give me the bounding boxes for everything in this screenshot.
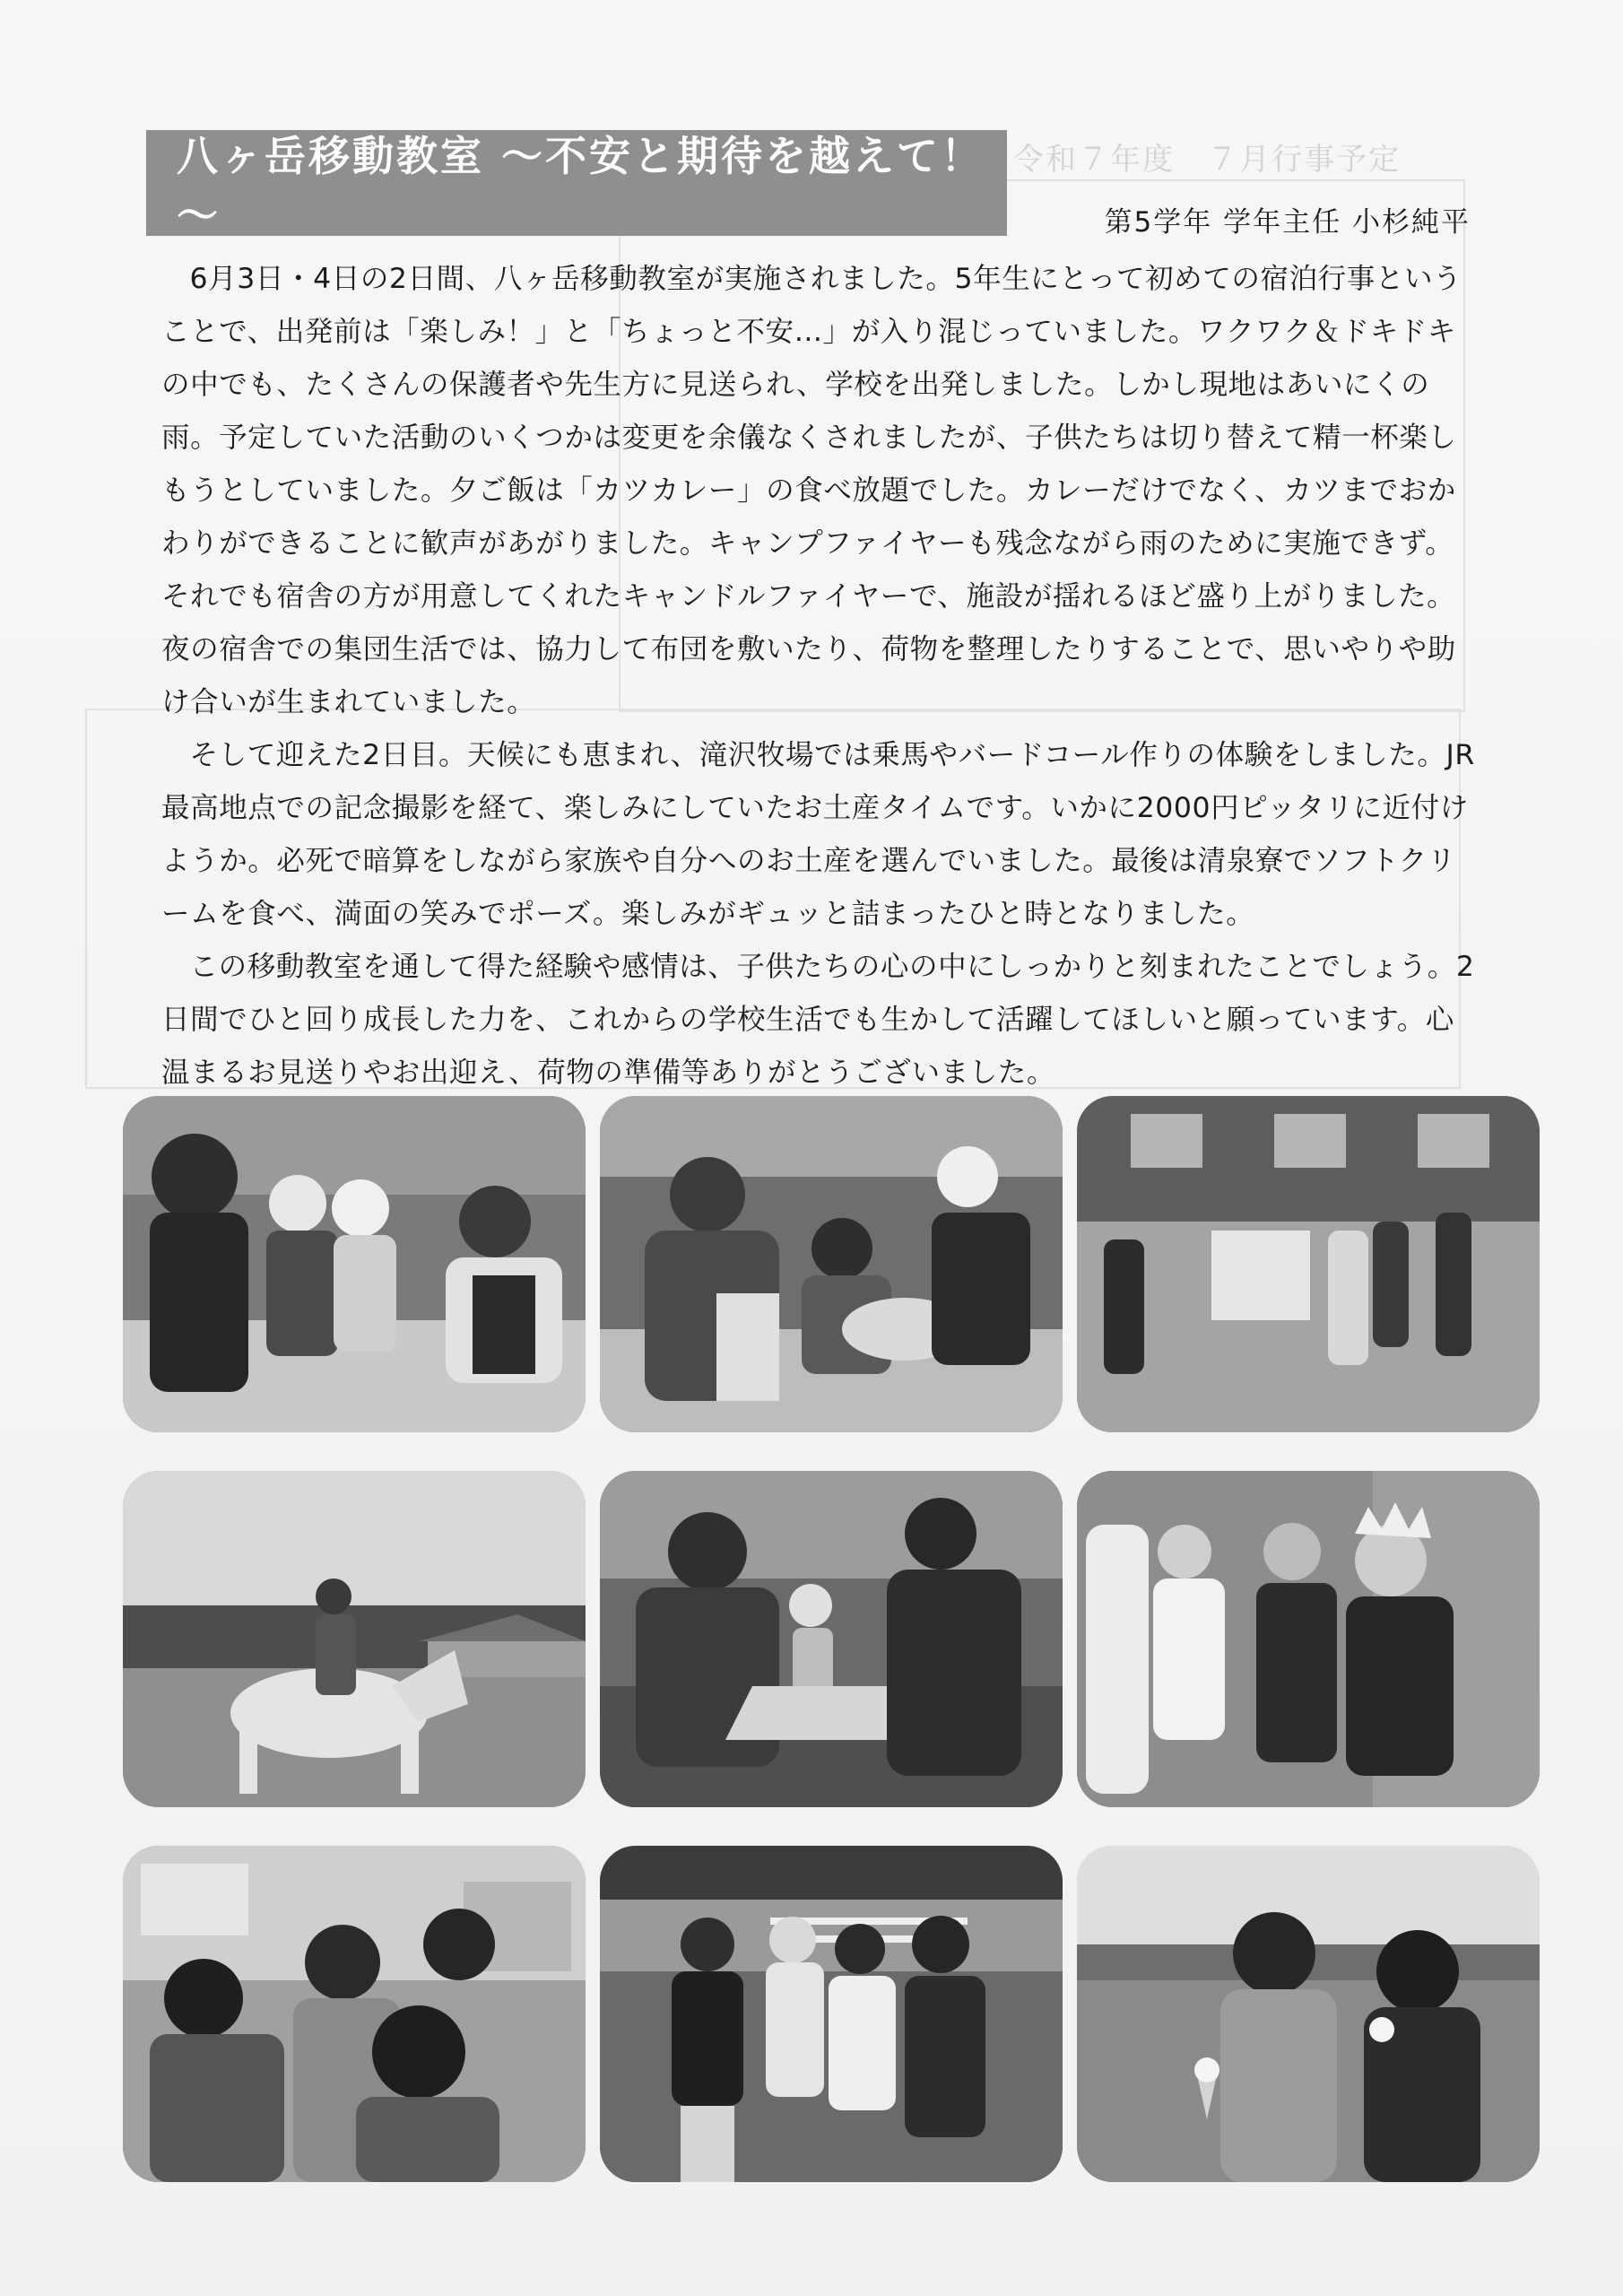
souvenir-shop-photo <box>123 1846 586 2182</box>
horse-riding-photo <box>123 1471 586 1807</box>
body-paragraph-1: 6月3日・4日の2日間、八ヶ岳移動教室が実施されました。5年生にとって初めての宿泊行事ということで、出発前は「楽しみ！」と「ちょっと不安…」が入り混じっていました。ワクワク＆ドキドキの中でも、たくさんの保護者や先生方に見送られ、学校を出発しました。しかし現地はあいにくの雨。予定していた活動のいくつかは変更を余儀なくされましたが、子供たちは切り替えて精一杯楽しもうとしていました。夕ご飯は「カツカレー」の食べ放題でした。カレーだけでなく、カツまでおかわりができることに歓声があがりました。キャンプファイヤーも残念ながら雨のために実施できず。それでも宿舎の方が用意してくれたキャンドルファイヤーで、施設が揺れるほど盛り上がりました。夜の宿舎での集団生活では、協力して布団を敷いたり、荷物を整理したりすることで、思いやりや助け合いが生まれていました。 <box>161 263 1462 718</box>
costume-crowns-photo <box>1077 1471 1540 1807</box>
body-paragraph-2: そして迎えた2日目。天候にも恵まれ、滝沢牧場では乗馬やバードコール作りの体験をしました。JR最高地点での記念撮影を経て、楽しみにしていたお土産タイムです。いかに2000円ピッタリに近付けようか。必死で暗算をしながら家族や自分へのお土産を選んでいました。最後は清泉寮でソフトクリームを食べ、満面の笑みでポーズ。楽しみがギュッと詰まったひと時となりました。 <box>161 739 1475 930</box>
soft-cream-field-photo <box>600 1846 1063 2182</box>
bleed-through-text: 令和７年度 ７月行事予定 <box>1013 142 1401 178</box>
hall-candle-fire-photo <box>1077 1096 1540 1432</box>
article-author: 第5学年 学年主任 小杉純平 <box>1104 206 1471 239</box>
photo-grid <box>123 1096 1540 2192</box>
cooking-kneading-photo <box>600 1096 1063 1432</box>
soft-cream-closeup-photo <box>1077 1846 1540 2182</box>
body-paragraph-3: この移動教室を通して得た経験や感情は、子供たちの心の中にしっかりと刻まれたことでしょう。2日間でひと回り成長した力を、これからの学校生活でも生かして活躍してほしいと願っています。心温まるお見送りやお出迎え、荷物の準備等ありがとうございました。 <box>161 951 1475 1089</box>
bird-call-workshop-photo <box>600 1471 1063 1807</box>
article-title: 八ヶ岳移動教室 ～不安と期待を越えて！～ <box>177 132 985 239</box>
article-title-bar <box>146 130 1007 239</box>
cooking-group-photo <box>123 1096 586 1432</box>
article-body <box>161 253 1480 1100</box>
